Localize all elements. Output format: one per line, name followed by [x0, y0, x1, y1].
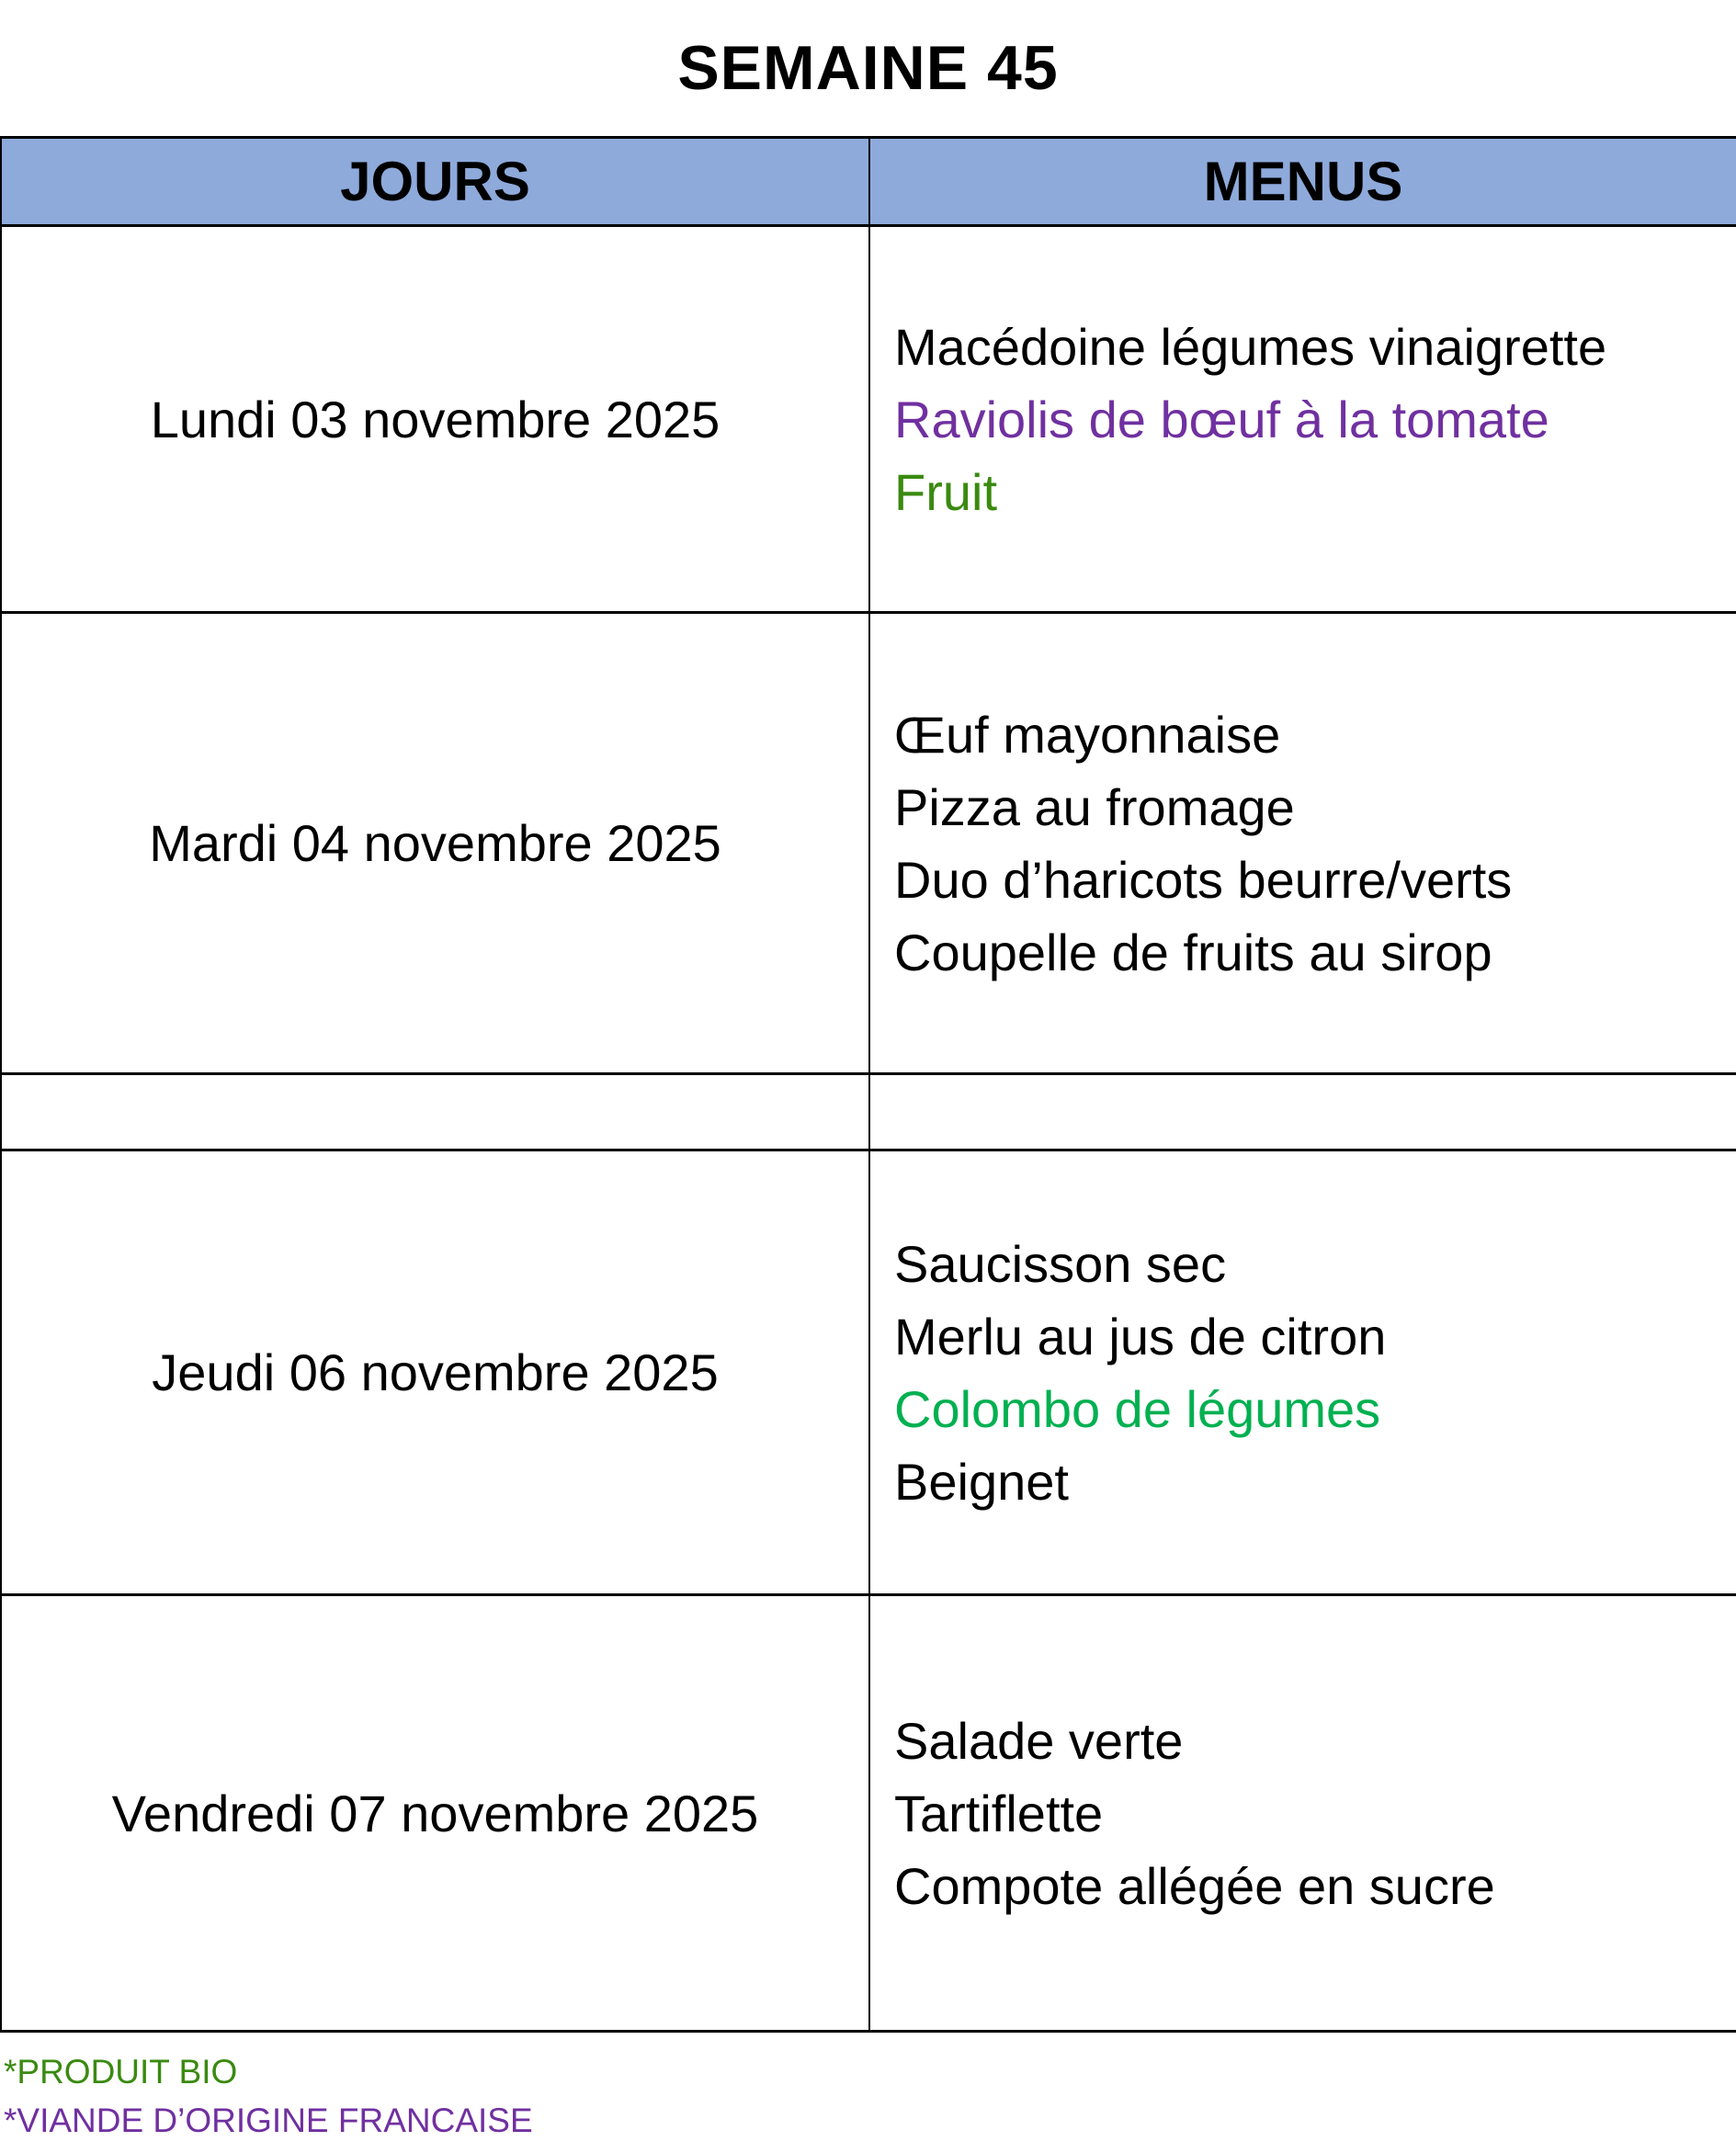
day-cell-lundi: Lundi 03 novembre 2025 — [1, 226, 869, 613]
table-row-mardi — [1, 613, 1736, 1074]
menu-item: Salade verte — [894, 1711, 1184, 1770]
day-cell-vendredi: Vendredi 07 novembre 2025 — [1, 1595, 869, 2032]
day-cell-jeudi: Jeudi 06 novembre 2025 — [1, 1150, 869, 1595]
menu-item: Duo d’haricots beurre/verts — [894, 850, 1513, 909]
legend-viande-origine-francaise: *VIANDE D’ORIGINE FRANCAISE — [4, 2102, 533, 2139]
table-row-lundi — [1, 226, 1736, 613]
menu-item: Œuf mayonnaise — [894, 705, 1281, 764]
menu-item: Fruit — [894, 462, 997, 521]
menu-item: Colombo de légumes — [894, 1379, 1381, 1438]
menu-item: Merlu au jus de citron — [894, 1307, 1387, 1365]
table-row-jeudi — [1, 1150, 1736, 1595]
menu-item: Beignet — [894, 1452, 1069, 1511]
menu-cell-mardi — [869, 613, 1736, 1074]
menu-item: Saucisson sec — [894, 1234, 1227, 1293]
header-cell-menus: MENUS — [869, 138, 1736, 226]
table-row-empty — [1, 1074, 1736, 1150]
menu-item: Tartiflette — [894, 1784, 1104, 1842]
menu-item: Pizza au fromage — [894, 777, 1295, 836]
menu-cell-jeudi — [869, 1150, 1736, 1595]
menu-item: Macédoine légumes vinaigrette — [894, 317, 1607, 376]
menu-cell-empty — [869, 1074, 1736, 1150]
page-title: SEMAINE 45 — [677, 33, 1059, 103]
header-cell-jours: JOURS — [1, 138, 869, 226]
legend — [0, 2033, 1736, 2145]
table-header-row — [1, 138, 1736, 226]
day-cell-empty — [1, 1074, 869, 1150]
menu-item: Raviolis de bœuf à la tomate — [894, 390, 1549, 448]
day-cell-mardi: Mardi 04 novembre 2025 — [1, 613, 869, 1074]
menu-item: Compote allégée en sucre — [894, 1856, 1495, 1915]
menu-cell-lundi — [869, 226, 1736, 613]
table-row-vendredi — [1, 1595, 1736, 2032]
legend-produit-bio: *PRODUIT BIO — [4, 2053, 238, 2091]
weekly-menu-table — [0, 136, 1736, 2033]
menu-item: Coupelle de fruits au sirop — [894, 923, 1492, 981]
menu-cell-vendredi — [869, 1595, 1736, 2032]
